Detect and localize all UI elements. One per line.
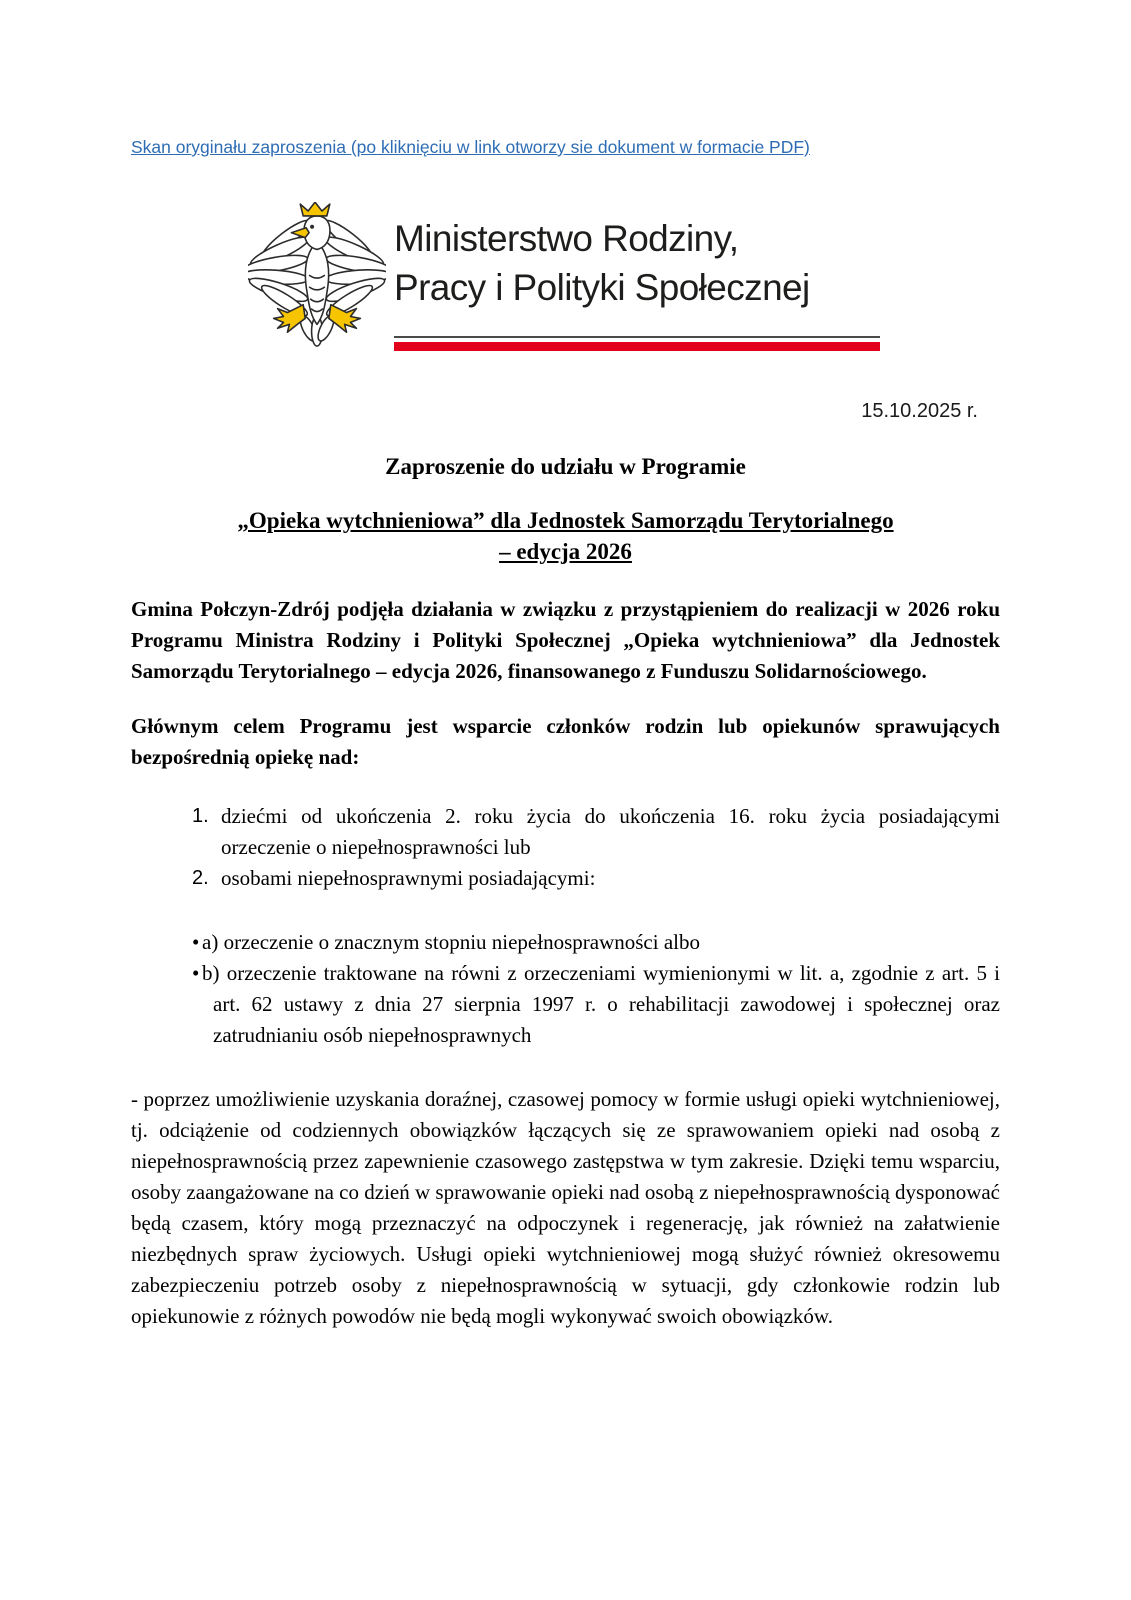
list-item-number: 1. — [192, 805, 209, 827]
list-item — [131, 863, 1000, 894]
list-item-text: dziećmi od ukończenia 2. roku życia do ukończenia 16. roku życia posiadającymi orzeczenie o niepełnosprawności lub — [221, 804, 1000, 859]
subtitle-line1: „Opieka wytchnieniowa” dla Jednostek Samorządu Terytorialnego — [237, 508, 894, 533]
ministry-name — [394, 214, 880, 312]
bullet-icon: • — [192, 930, 200, 954]
numbered-list — [131, 801, 1000, 894]
logo-gray-rule — [394, 336, 880, 338]
list-item-text: osobami niepełnosprawnymi posiadającymi: — [221, 866, 596, 890]
bullet-list — [131, 927, 1000, 1051]
paragraph-intro: Gmina Połczyn-Zdrój podjęła działania w związku z przystąpieniem do realizacji w 2026 roku Programu Ministra Rodziny i Polityki Społecznej „Opieka wytchnieniowa” dla Jednostek Samorządu Terytorialnego – edycja 2026, finansowanego z Funduszu Solidarnościowego. — [131, 597, 1000, 683]
ministry-logo — [248, 202, 1000, 358]
list-item-text: a) orzeczenie o znacznym stopniu niepełnosprawności albo — [202, 930, 700, 954]
ministry-name-line2: Pracy i Polityki Społecznej — [394, 267, 810, 308]
logo-divider — [394, 336, 880, 351]
document-date: 15.10.2025 r. — [861, 400, 978, 422]
list-item — [131, 958, 1000, 1051]
document-subtitle — [131, 505, 1000, 567]
document-title: Zaproszenie do udziału w Programie — [385, 454, 746, 479]
logo-red-bar — [394, 342, 880, 351]
pdf-scan-link[interactable]: Skan oryginału zaproszenia (po kliknięciu w link otworzy sie dokument w formacie PDF) — [131, 137, 810, 157]
subtitle-line2: – edycja 2026 — [499, 539, 632, 564]
ministry-name-line1: Ministerstwo Rodziny, — [394, 218, 739, 259]
paragraph-goal: Głównym celem Programu jest wsparcie członków rodzin lub opiekunów sprawujących bezpośrednią opiekę nad: — [131, 714, 1000, 769]
list-item — [131, 927, 1000, 958]
list-item-number: 2. — [192, 867, 209, 889]
paragraph-closing: - poprzez umożliwienie uzyskania doraźnej, czasowej pomocy w formie usługi opieki wytchnieniowej, tj. odciążenie od codziennych obowiązków łączących się ze sprawowaniem opieki nad osobą z niepełnosprawnością przez zapewnienie czasowego zastępstwa w tym zakresie. Dzięki temu wsparciu, osoby zaangażowane na co dzień w sprawowanie opieki nad osobą z niepełnosprawnością dysponować będą czasem, który mogą przeznaczyć na odpoczynek i regenerację, jak również na załatwienie niezbędnych spraw życiowych. Usługi opieki wytchnieniowej mogą służyć również okresowemu zabezpieczeniu potrzeb osoby z niepełnosprawnością w sytuacji, gdy członkowie rodzin lub opiekunowie z różnych powodów nie będą mogli wykonywać swoich obowiązków. — [131, 1087, 1000, 1328]
list-item — [131, 801, 1000, 863]
list-item-text: b) orzeczenie traktowane na równi z orzeczeniami wymienionymi w lit. a, zgodnie z art. 5 i art. 62 ustawy z dnia 27 sierpnia 1997 r. o rehabilitacji zawodowej i społecznej oraz zatrudnianiu osób niepełnosprawnych — [202, 961, 1000, 1047]
top-link-row — [131, 137, 1000, 158]
polish-eagle-icon — [248, 202, 386, 358]
bullet-icon: • — [192, 961, 200, 985]
